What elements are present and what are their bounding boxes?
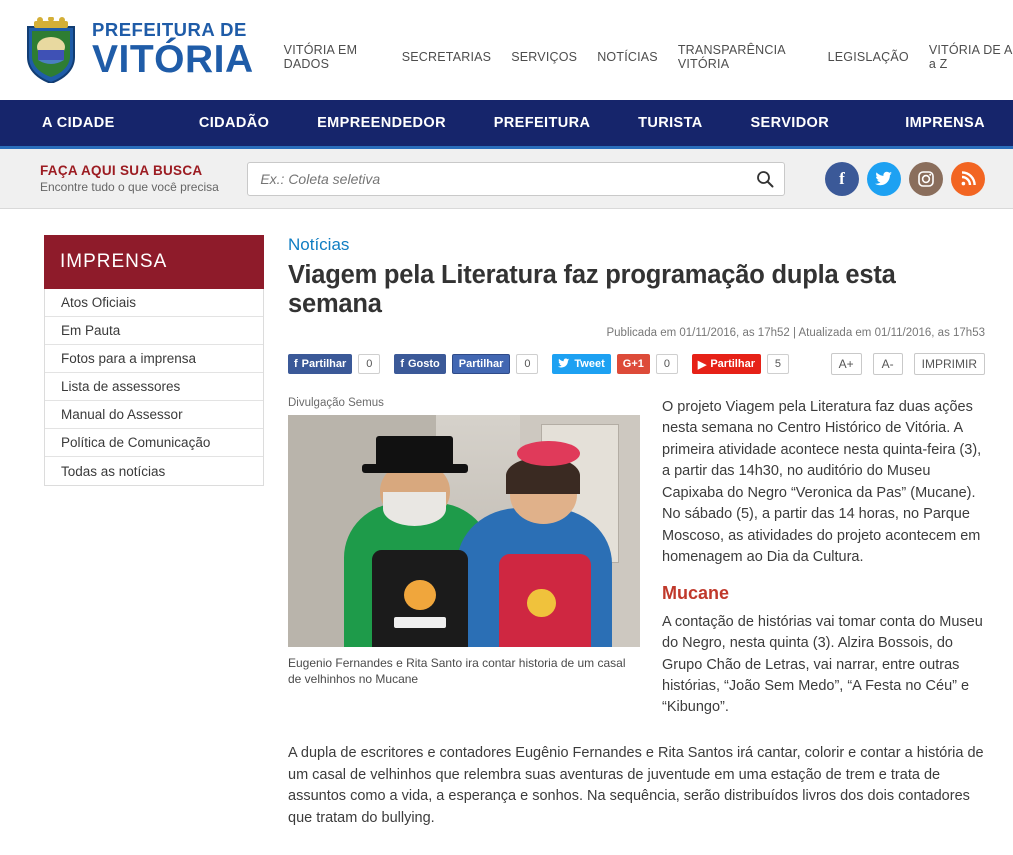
youtube-share-count: 5: [767, 354, 789, 374]
article-section-title: Mucane: [662, 582, 730, 603]
article-lead-paragraph: O projeto Viagem pela Literatura faz duas ações nesta semana no Centro Histórico de Vitória. A primeira atividade acontece nesta quinta-feira (3), a partir das 14h30, no auditório do Museu Capixaba do Negro “Veronica da Pas” (Mucane). No sábado (5), a partir das 14 horas, no Parque Moscoso, as atividades do projeto acontecem em homenagem ao Dia da Cultura.: [662, 399, 982, 566]
facebook-share-button-2[interactable]: [452, 354, 511, 374]
sidebar-title: IMPRENSA: [44, 235, 264, 289]
site-header: [0, 0, 1013, 100]
facebook-share-label-2: Partilhar: [458, 358, 504, 370]
search-title: FAÇA AQUI SUA BUSCA: [40, 163, 203, 178]
site-brand[interactable]: [22, 17, 254, 83]
sidebar-item-politica-de-comunicacao[interactable]: Política de Comunicação: [45, 429, 263, 457]
facebook-icon[interactable]: f: [825, 162, 859, 196]
sidebar-item-fotos-para-a-imprensa[interactable]: Fotos para a imprensa: [45, 345, 263, 373]
decrease-font-button[interactable]: A-: [873, 353, 903, 375]
article-photo: [288, 415, 640, 647]
top-nav-item-legislacao[interactable]: LEGISLAÇÃO: [827, 50, 909, 64]
search-box[interactable]: [247, 162, 785, 196]
top-nav-item-a-a-z[interactable]: VITÓRIA DE A a Z: [928, 43, 1012, 71]
facebook-like-button[interactable]: [394, 354, 445, 374]
sidebar: [44, 235, 264, 836]
article-body: [288, 397, 985, 733]
twitter-icon[interactable]: [867, 162, 901, 196]
sidebar-item-lista-de-assessores[interactable]: Lista de assessores: [45, 373, 263, 401]
google-plus-count: 0: [656, 354, 678, 374]
top-nav-item-servicos[interactable]: SERVIÇOS: [511, 50, 578, 64]
nav-item-servidor[interactable]: SERVIDOR: [750, 115, 830, 131]
photo-caption: Eugenio Fernandes e Rita Santo ira contar historia de um casal de velhinhos no Mucane: [288, 656, 626, 687]
facebook-like-label: Gosto: [407, 358, 440, 370]
social-links: [825, 162, 985, 196]
primary-nav: [0, 100, 1013, 146]
article-right-column: [662, 397, 985, 733]
sidebar-item-atos-oficiais[interactable]: Atos Oficiais: [45, 289, 263, 317]
nav-item-a-cidade[interactable]: A CIDADE: [42, 115, 115, 131]
facebook-icon: f: [400, 358, 404, 370]
top-nav-item-noticias[interactable]: NOTÍCIAS: [597, 50, 658, 64]
nav-item-cidadao[interactable]: CIDADÃO: [198, 115, 270, 131]
article-dates: Publicada em 01/11/2016, as 17h52 | Atualizada em 01/11/2016, as 17h53: [606, 327, 985, 339]
facebook-share-count-2: 0: [516, 354, 538, 374]
article-closing-paragraph: A dupla de escritores e contadores Eugênio Fernandes e Rita Santos irá cantar, colorir e contar a história de um casal de velhinhos que relembra suas aventuras de juventude em uma estação de trem e trata de assuntos como a vida, a esperança e sonhos. Na sequência, serão distribuídos livros dos dois contadores que tratam do bullying.: [288, 744, 984, 827]
top-nav-item-vitoria-em-dados[interactable]: VITÓRIA EM DADOS: [283, 43, 358, 71]
article-kicker[interactable]: Notícias: [288, 235, 350, 254]
search-subtitle: Encontre tudo o que você precisa: [40, 180, 219, 194]
brand-line-2: VITÓRIA: [92, 38, 254, 82]
play-icon: ▶: [697, 358, 707, 371]
twitter-icon: [558, 358, 570, 371]
sidebar-list: [44, 289, 264, 486]
instagram-icon[interactable]: [909, 162, 943, 196]
share-toolbar: [288, 353, 985, 375]
google-plus-button[interactable]: [617, 354, 650, 374]
rss-icon[interactable]: [951, 162, 985, 196]
sidebar-item-manual-do-assessor[interactable]: Manual do Assessor: [45, 401, 263, 429]
facebook-share-count: 0: [358, 354, 380, 374]
city-crest-icon: [22, 17, 80, 83]
youtube-share-button[interactable]: [692, 354, 761, 374]
nav-item-empreendedor[interactable]: EMPREENDEDOR: [317, 115, 446, 131]
increase-font-button[interactable]: A+: [831, 353, 862, 375]
facebook-share-button[interactable]: [288, 354, 352, 374]
page-content: [0, 209, 1013, 836]
top-nav-item-transparencia[interactable]: TRANSPARÊNCIA VITÓRIA: [677, 43, 786, 71]
top-utility-nav: [284, 29, 1013, 71]
article-figure: [288, 397, 640, 733]
twitter-tweet-button[interactable]: [552, 354, 610, 374]
youtube-share-label: Partilhar: [710, 358, 755, 370]
photo-credit: Divulgação Semus: [288, 397, 384, 409]
nav-item-turista[interactable]: TURISTA: [638, 115, 703, 131]
nav-item-prefeitura[interactable]: PREFEITURA: [493, 115, 591, 131]
nav-item-imprensa[interactable]: IMPRENSA: [905, 115, 985, 131]
page-title: Viagem pela Literatura faz programação dupla esta semana: [288, 261, 896, 318]
facebook-share-label: Partilhar: [301, 358, 347, 370]
facebook-icon: f: [294, 358, 298, 370]
google-plus-label: G+1: [622, 358, 644, 370]
sidebar-item-em-pauta[interactable]: Em Pauta: [45, 317, 263, 345]
search-bar: [0, 149, 1013, 209]
brand-text: [92, 18, 254, 82]
search-label-block: [40, 163, 237, 194]
article-closing: [288, 743, 985, 830]
search-icon[interactable]: [746, 163, 784, 195]
twitter-label: Tweet: [574, 358, 605, 370]
print-button[interactable]: IMPRIMIR: [914, 353, 985, 375]
sidebar-item-todas-as-noticias[interactable]: Todas as notícias: [45, 457, 263, 485]
article-section-paragraph: A contação de histórias vai tomar conta do Museu do Negro, nesta quinta (3). Alzira Bossois, do Grupo Chão de Letras, vai narrar, entre outras histórias, “João Sem Medo”, “A Festa no Céu” e “Kibungo”.: [662, 613, 983, 716]
article: [288, 235, 985, 836]
brand-line-1: PREFEITURA DE: [92, 18, 247, 40]
search-input[interactable]: [248, 163, 746, 195]
top-nav-item-secretarias[interactable]: SECRETARIAS: [401, 50, 492, 64]
